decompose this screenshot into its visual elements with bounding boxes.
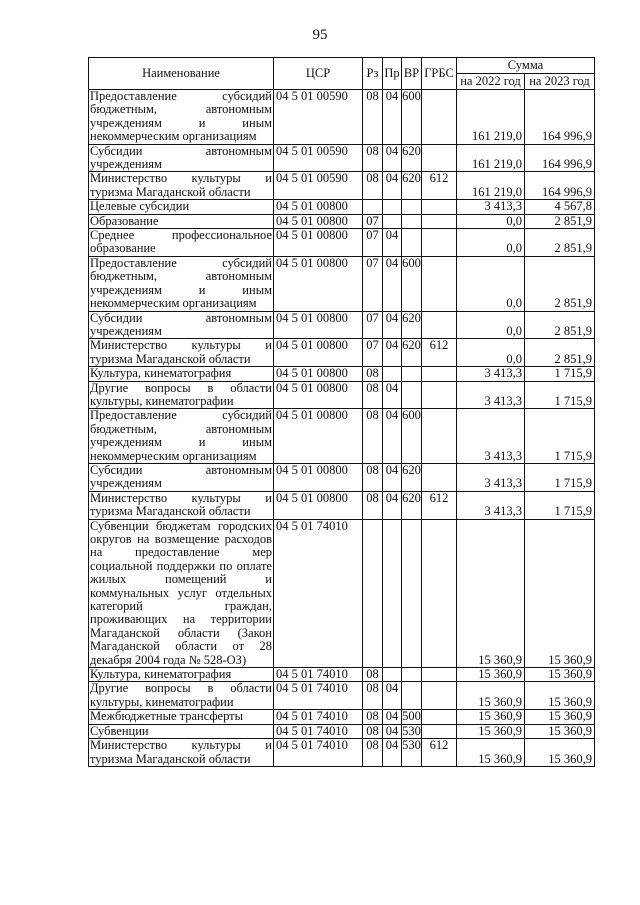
row-amount-2023: 164 996,9	[525, 90, 595, 145]
row-amount-2022: 15 360,9	[457, 519, 525, 667]
row-rz	[363, 519, 383, 667]
header-2023: на 2023 год	[525, 74, 595, 90]
row-name: Межбюджетные трансферты	[89, 710, 274, 724]
row-vr: 620	[402, 311, 422, 339]
row-name: Культура, кинематография	[89, 367, 274, 381]
row-amount-2023: 1 715,9	[525, 367, 595, 381]
row-name: Предоставление субсидий бюджетным, автономным учреждениям и иным некоммерческим организациям	[90, 408, 272, 463]
row-csr: 04 5 01 74010	[274, 668, 363, 682]
row-vr	[402, 381, 422, 409]
row-amount-2023: 164 996,9	[525, 172, 595, 200]
row-amount-2022: 161 219,0	[457, 172, 525, 200]
row-vr	[402, 519, 422, 667]
row-csr: 04 5 01 00590	[274, 172, 363, 200]
row-grbs	[422, 463, 457, 491]
row-name: Другие вопросы в области культуры, кинематографии	[90, 381, 272, 408]
row-pr: 04	[383, 739, 402, 767]
row-grbs	[422, 682, 457, 710]
row-pr: 04	[383, 682, 402, 710]
row-rz: 07	[363, 256, 383, 311]
row-amount-2023: 2 851,9	[525, 311, 595, 339]
row-grbs	[422, 229, 457, 257]
row-amount-2023: 2 851,9	[525, 229, 595, 257]
row-csr: 04 5 01 00800	[274, 491, 363, 519]
row-amount-2022: 3 413,3	[457, 200, 525, 214]
row-vr	[402, 229, 422, 257]
row-pr: 04	[383, 463, 402, 491]
row-pr: 04	[383, 724, 402, 738]
row-grbs	[422, 367, 457, 381]
row-amount-2023: 2 851,9	[525, 214, 595, 228]
row-amount-2022: 15 360,9	[457, 739, 525, 767]
row-amount-2022: 0,0	[457, 339, 525, 367]
header-sum: Сумма	[457, 58, 595, 74]
row-grbs: 612	[422, 491, 457, 519]
row-csr: 04 5 01 00800	[274, 367, 363, 381]
row-amount-2023: 15 360,9	[525, 519, 595, 667]
row-amount-2023: 2 851,9	[525, 256, 595, 311]
row-rz: 07	[363, 214, 383, 228]
row-grbs	[422, 409, 457, 464]
table-row	[89, 710, 595, 724]
table-row	[89, 409, 595, 464]
header-name: Наименование	[89, 58, 274, 90]
row-rz: 08	[363, 682, 383, 710]
row-rz: 08	[363, 367, 383, 381]
row-amount-2022: 161 219,0	[457, 144, 525, 172]
row-rz: 07	[363, 229, 383, 257]
row-name: Культура, кинематография	[89, 668, 274, 682]
row-amount-2022: 3 413,3	[457, 463, 525, 491]
row-csr: 04 5 01 74010	[274, 724, 363, 738]
row-csr: 04 5 01 74010	[274, 682, 363, 710]
table-row	[89, 256, 595, 311]
table-row	[89, 172, 595, 200]
row-rz: 08	[363, 739, 383, 767]
row-amount-2023: 15 360,9	[525, 668, 595, 682]
row-rz: 07	[363, 311, 383, 339]
row-csr: 04 5 01 00800	[274, 463, 363, 491]
row-csr: 04 5 01 74010	[274, 519, 363, 667]
row-pr	[383, 200, 402, 214]
row-grbs	[422, 519, 457, 667]
row-amount-2022: 3 413,3	[457, 409, 525, 464]
row-vr: 600	[402, 90, 422, 145]
row-amount-2023: 1 715,9	[525, 409, 595, 464]
row-csr: 04 5 01 74010	[274, 739, 363, 767]
table-row	[89, 339, 595, 367]
row-name: Среднее профессиональное образование	[90, 228, 272, 256]
table-row	[89, 724, 595, 738]
row-pr: 04	[383, 256, 402, 311]
row-grbs	[422, 214, 457, 228]
row-pr	[383, 668, 402, 682]
row-csr: 04 5 01 00800	[274, 229, 363, 257]
page-number: 95	[312, 27, 328, 43]
budget-table	[88, 57, 595, 767]
row-csr: 04 5 01 00800	[274, 409, 363, 464]
row-pr	[383, 214, 402, 228]
row-csr: 04 5 01 00800	[274, 311, 363, 339]
row-name: Субсидии автономным учреждениям	[90, 311, 272, 338]
row-amount-2023: 15 360,9	[525, 739, 595, 767]
row-amount-2022: 161 219,0	[457, 90, 525, 145]
header-csr: ЦСР	[274, 58, 363, 90]
row-amount-2022: 3 413,3	[457, 491, 525, 519]
row-pr: 04	[383, 311, 402, 339]
row-rz: 08	[363, 491, 383, 519]
row-csr: 04 5 01 74010	[274, 710, 363, 724]
row-amount-2023: 164 996,9	[525, 144, 595, 172]
row-vr	[402, 214, 422, 228]
row-grbs	[422, 311, 457, 339]
row-rz: 08	[363, 409, 383, 464]
header-grbs: ГРБС	[422, 58, 457, 90]
row-grbs: 612	[422, 172, 457, 200]
row-name: Целевые субсидии	[89, 200, 274, 214]
row-amount-2022: 3 413,3	[457, 381, 525, 409]
row-name: Субсидии автономным учреждениям	[90, 144, 272, 172]
row-pr	[383, 367, 402, 381]
row-rz: 08	[363, 710, 383, 724]
row-pr: 04	[383, 710, 402, 724]
row-rz: 08	[363, 381, 383, 409]
table-row	[89, 144, 595, 172]
row-name: Министерство культуры и туризма Магаданской области	[90, 338, 272, 366]
table-row	[89, 519, 595, 667]
row-vr: 620	[402, 491, 422, 519]
row-pr: 04	[383, 491, 402, 519]
row-amount-2022: 15 360,9	[457, 682, 525, 710]
row-grbs	[422, 668, 457, 682]
row-pr: 04	[383, 144, 402, 172]
row-amount-2022: 15 360,9	[457, 668, 525, 682]
row-grbs: 612	[422, 739, 457, 767]
row-rz: 08	[363, 668, 383, 682]
row-pr	[383, 519, 402, 667]
header-2022: на 2022 год	[457, 74, 525, 90]
row-name: Образование	[89, 214, 274, 228]
row-amount-2023: 1 715,9	[525, 463, 595, 491]
row-vr: 620	[402, 144, 422, 172]
row-name: Другие вопросы в области культуры, кинематографии	[90, 681, 272, 709]
row-vr: 620	[402, 172, 422, 200]
row-amount-2022: 0,0	[457, 256, 525, 311]
table-row	[89, 381, 595, 409]
row-name: Субвенции	[89, 724, 274, 738]
table-row	[89, 311, 595, 339]
row-pr: 04	[383, 229, 402, 257]
header-pr: Пр	[383, 58, 402, 90]
table-body	[89, 90, 595, 767]
table-row	[89, 463, 595, 491]
header-vr: ВР	[402, 58, 422, 90]
row-csr: 04 5 01 00800	[274, 339, 363, 367]
row-amount-2022: 0,0	[457, 214, 525, 228]
row-vr: 530	[402, 724, 421, 738]
row-grbs	[422, 90, 457, 145]
row-csr: 04 5 01 00800	[274, 214, 363, 228]
row-csr: 04 5 01 00800	[274, 256, 363, 311]
row-grbs: 612	[422, 339, 457, 367]
row-pr: 04	[383, 339, 402, 367]
row-amount-2022: 15 360,9	[457, 710, 525, 724]
table-row	[89, 682, 595, 710]
row-vr: 600	[402, 409, 422, 464]
row-pr: 04	[383, 172, 402, 200]
table-row	[89, 668, 595, 682]
row-amount-2023: 2 851,9	[525, 339, 595, 367]
row-rz: 08	[363, 463, 383, 491]
row-vr: 600	[402, 256, 422, 311]
header-rz: Рз	[363, 58, 383, 90]
row-rz: 08	[363, 724, 383, 738]
row-rz: 08	[363, 144, 383, 172]
row-amount-2022: 0,0	[457, 311, 525, 339]
row-grbs	[422, 381, 457, 409]
row-csr: 04 5 01 00590	[274, 144, 363, 172]
row-amount-2023: 4 567,8	[525, 200, 595, 214]
row-grbs	[422, 200, 457, 214]
row-rz: 08	[363, 172, 383, 200]
row-grbs	[422, 710, 457, 724]
row-amount-2023: 15 360,9	[525, 724, 595, 738]
table-row	[89, 739, 595, 767]
row-vr: 500	[402, 709, 421, 724]
row-vr	[402, 668, 422, 682]
row-amount-2022: 0,0	[457, 229, 525, 257]
row-rz: 07	[363, 339, 383, 367]
row-name: Субвенции бюджетам городских округов на возмещение расходов на предоставление мер социальной поддержки по оплате жилых помещений и коммунальных услуг отдельных категорий граждан, проживающих на территории Магаданской области (Закон Магаданской области от 28 декабря 2004 года № 528-ОЗ)	[90, 519, 272, 667]
row-rz: 08	[363, 90, 383, 145]
row-amount-2023: 1 715,9	[525, 491, 595, 519]
row-csr: 04 5 01 00590	[274, 90, 363, 145]
row-amount-2022: 15 360,9	[457, 724, 525, 738]
table-row	[89, 200, 595, 214]
row-name: Министерство культуры и туризма Магаданской области	[90, 171, 272, 199]
row-name: Министерство культуры и туризма Магаданской области	[90, 738, 272, 766]
row-amount-2023: 15 360,9	[525, 682, 595, 710]
table-row	[89, 214, 595, 228]
row-name: Субсидии автономным учреждениям	[90, 463, 272, 491]
row-amount-2022: 3 413,3	[457, 367, 525, 381]
row-csr: 04 5 01 00800	[274, 381, 363, 409]
table-row	[89, 90, 595, 145]
row-pr: 04	[383, 409, 402, 464]
row-pr: 04	[383, 381, 402, 409]
table-row	[89, 491, 595, 519]
row-grbs	[422, 144, 457, 172]
row-vr: 530	[402, 739, 422, 767]
table-row	[89, 367, 595, 381]
row-grbs	[422, 256, 457, 311]
row-vr: 620	[402, 339, 422, 367]
row-amount-2023: 15 360,9	[525, 710, 595, 724]
row-vr	[402, 200, 422, 214]
row-grbs	[422, 724, 457, 738]
row-name: Предоставление субсидий бюджетным, автономным учреждениям и иным некоммерческим организациям	[90, 256, 272, 311]
row-vr	[402, 367, 422, 381]
row-amount-2023: 1 715,9	[525, 381, 595, 409]
row-csr: 04 5 01 00800	[274, 200, 363, 214]
row-name: Предоставление субсидий бюджетным, автономным учреждениям и иным некоммерческим организациям	[90, 89, 272, 144]
row-pr: 04	[383, 90, 402, 145]
row-name: Министерство культуры и туризма Магаданской области	[90, 491, 272, 519]
row-vr	[402, 682, 422, 710]
table-row	[89, 229, 595, 257]
row-vr: 620	[402, 463, 422, 491]
row-rz	[363, 200, 383, 214]
